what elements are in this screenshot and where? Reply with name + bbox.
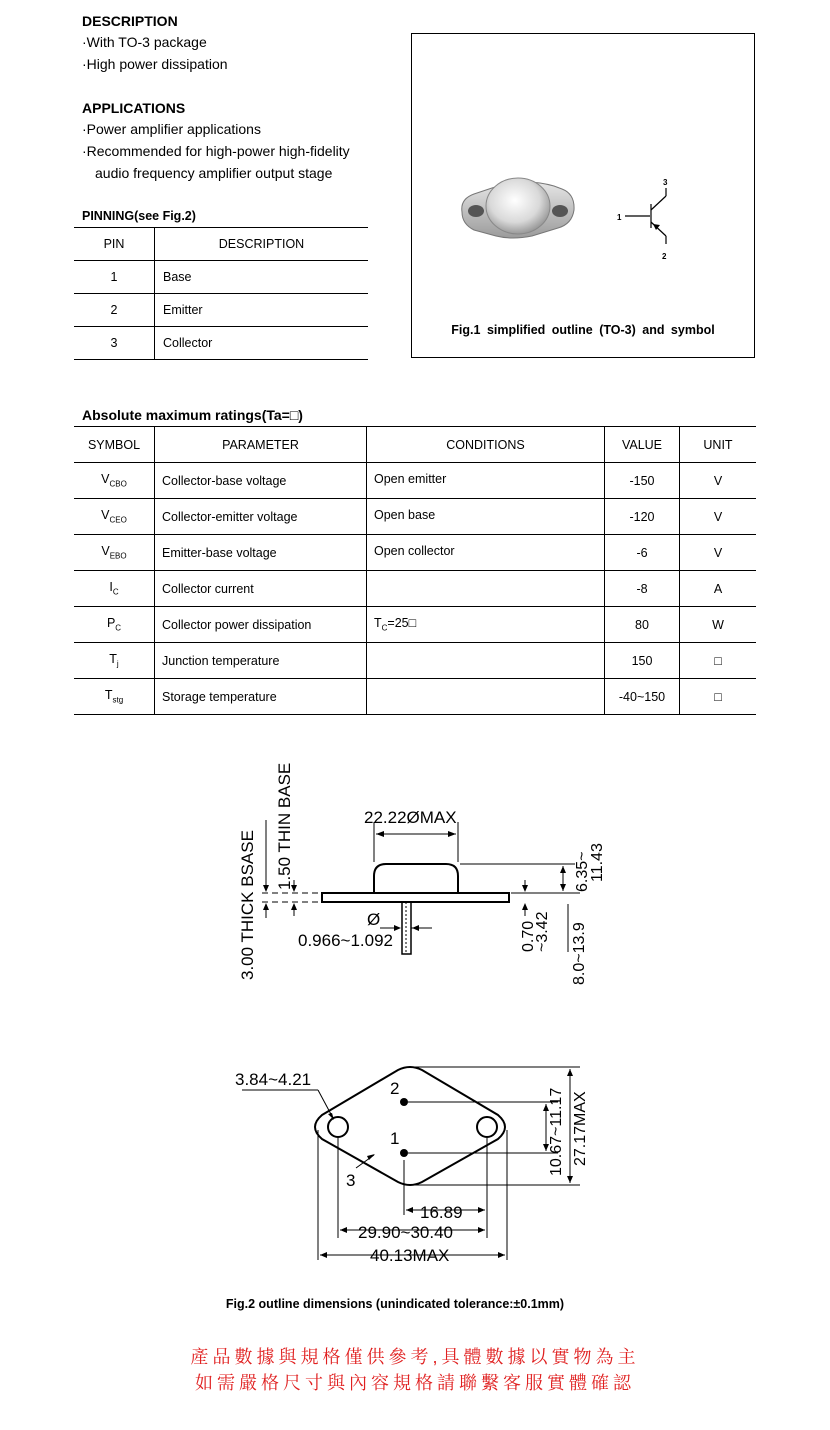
dim-lead-dia-symbol: Ø xyxy=(367,910,381,929)
pin-number: 2 xyxy=(74,294,155,327)
pin-number: 1 xyxy=(74,261,155,294)
dim-height-a: 6.35~ xyxy=(574,851,591,892)
rating-symbol: $V_{EBO}$ xyxy=(74,535,155,571)
pin-number: 3 xyxy=(74,327,155,360)
rating-symbol: $T_j$ xyxy=(74,643,155,679)
table-row xyxy=(74,463,756,499)
rating-parameter: Collector-emitter voltage xyxy=(155,499,367,535)
dim-lead-length-b: ~3.42 xyxy=(534,911,551,952)
rating-unit: V xyxy=(680,535,757,571)
dim-hole-spacing-label: 29.90~30.40 xyxy=(358,1223,454,1242)
rating-condition: Open emitter xyxy=(367,463,605,499)
pin-description: Collector xyxy=(155,327,369,360)
to3-package-image xyxy=(462,178,574,238)
pinning-table xyxy=(74,227,368,360)
applications-heading: APPLICATIONS xyxy=(82,100,186,116)
fig1-caption: Fig.1 simplified outline (TO-3) and symbol xyxy=(451,323,715,337)
dim-width-label: 22.22ØMAX xyxy=(364,808,457,827)
dim-lead-length-a: 0.70 xyxy=(520,920,537,952)
pin-description: Emitter xyxy=(155,294,369,327)
ratings-header-unit: UNIT xyxy=(680,427,757,463)
rating-value: -8 xyxy=(605,571,680,607)
ratings-header-value: VALUE xyxy=(605,427,680,463)
table-row xyxy=(74,499,756,535)
dim-height-b: 11.43 xyxy=(589,843,606,882)
rating-unit: □ xyxy=(680,679,757,715)
symbol-pin-1-label: 1 xyxy=(617,213,622,222)
rating-value: -6 xyxy=(605,535,680,571)
rating-parameter: Collector-base voltage xyxy=(155,463,367,499)
rating-unit: □ xyxy=(680,643,757,679)
rating-symbol: $I_C$ xyxy=(74,571,155,607)
rating-unit: V xyxy=(680,463,757,499)
applications-item-2: ·Recommended for high-power high-fidelity xyxy=(82,143,350,159)
ratings-header-parameter: PARAMETER xyxy=(155,427,367,463)
rating-unit: W xyxy=(680,607,757,643)
rating-parameter: Collector current xyxy=(155,571,367,607)
notice-line-1: 產品數據與規格僅供參考,具體數據以實物為主 xyxy=(190,1347,640,1367)
rating-symbol: $T_{stg}$ xyxy=(74,679,155,715)
rating-value: 80 xyxy=(605,607,680,643)
dim-pin-offset-label: 10.67~11.17 xyxy=(548,1087,565,1176)
applications-item-1: ·Power amplifier applications xyxy=(82,121,261,137)
symbol-pin-2-label: 2 xyxy=(662,252,667,261)
rating-value: -40~150 xyxy=(605,679,680,715)
dim-pin-spacing-label: 16.89 xyxy=(420,1203,463,1222)
rating-value: -150 xyxy=(605,463,680,499)
description-item-1: ·With TO-3 package xyxy=(82,34,207,50)
pinning-header-row xyxy=(74,228,368,261)
table-row xyxy=(74,607,756,643)
dim-height-c: 8.0~13.9 xyxy=(571,922,588,985)
symbol-pin-3-label: 3 xyxy=(663,178,668,187)
table-row xyxy=(74,261,368,294)
description-item-2: ·High power dissipation xyxy=(82,56,228,72)
table-row xyxy=(74,294,368,327)
fig2-caption: Fig.2 outline dimensions (unindicated tolerance:±0.1mm) xyxy=(225,1297,565,1311)
description-heading: DESCRIPTION xyxy=(82,13,178,29)
ratings-header-row xyxy=(74,427,756,463)
pin-1-dot xyxy=(400,1149,408,1157)
rating-parameter: Junction temperature xyxy=(155,643,367,679)
pin-1-label: 1 xyxy=(390,1129,400,1148)
rating-unit: A xyxy=(680,571,757,607)
pinning-header-description: DESCRIPTION xyxy=(155,228,369,261)
rating-parameter: Storage temperature xyxy=(155,679,367,715)
rating-parameter: Emitter-base voltage xyxy=(155,535,367,571)
rating-value: -120 xyxy=(605,499,680,535)
rating-condition: $T_C=25□$ xyxy=(367,607,605,643)
pin-2-label: 2 xyxy=(390,1079,400,1098)
table-row xyxy=(74,571,756,607)
rating-parameter: Collector power dissipation xyxy=(155,607,367,643)
rating-condition: Open collector xyxy=(367,535,605,571)
rating-unit: V xyxy=(680,499,757,535)
rating-condition xyxy=(367,679,605,715)
pinning-header-pin: PIN xyxy=(74,228,155,261)
pnp-transistor-symbol xyxy=(625,188,666,244)
dim-lead-dia-label: 0.966~1.092 xyxy=(298,931,394,950)
notice-line-2: 如需嚴格尺寸與內容規格請聯繫客服實體確認 xyxy=(195,1373,635,1393)
dim-thin-base-label: 1.50 THIN BASE xyxy=(275,762,294,890)
pinning-title: PINNING(see Fig.2) xyxy=(82,209,196,223)
rating-condition xyxy=(367,571,605,607)
dim-total-width-label: 40.13MAX xyxy=(370,1246,450,1265)
rating-condition: Open base xyxy=(367,499,605,535)
dim-hole-label: 3.84~4.21 xyxy=(235,1070,312,1089)
table-row xyxy=(74,535,756,571)
fig1-illustration xyxy=(412,34,754,314)
rating-value: 150 xyxy=(605,643,680,679)
rating-symbol: $P_C$ xyxy=(74,607,155,643)
ratings-table xyxy=(74,426,756,715)
rating-condition xyxy=(367,643,605,679)
table-row xyxy=(74,643,756,679)
fig2-side-view xyxy=(0,740,830,1000)
dim-total-height-label: 27.17MAX xyxy=(572,1091,589,1166)
rating-symbol: $V_{CBO}$ xyxy=(74,463,155,499)
ratings-title: Absolute maximum ratings(Ta=□) xyxy=(82,407,303,423)
table-row xyxy=(74,679,756,715)
ratings-header-symbol: SYMBOL xyxy=(74,427,155,463)
pin-2-dot xyxy=(400,1098,408,1106)
fig1-box xyxy=(411,33,755,358)
fig2-bottom-view xyxy=(0,1060,830,1275)
table-row xyxy=(74,327,368,360)
rating-symbol: $V_{CEO}$ xyxy=(74,499,155,535)
pin-description: Base xyxy=(155,261,369,294)
pin-3-label: 3 xyxy=(346,1171,356,1190)
ratings-header-conditions: CONDITIONS xyxy=(367,427,605,463)
applications-item-3: audio frequency amplifier output stage xyxy=(95,165,333,181)
dim-thick-base-label: 3.00 THICK BSASE xyxy=(238,830,257,980)
